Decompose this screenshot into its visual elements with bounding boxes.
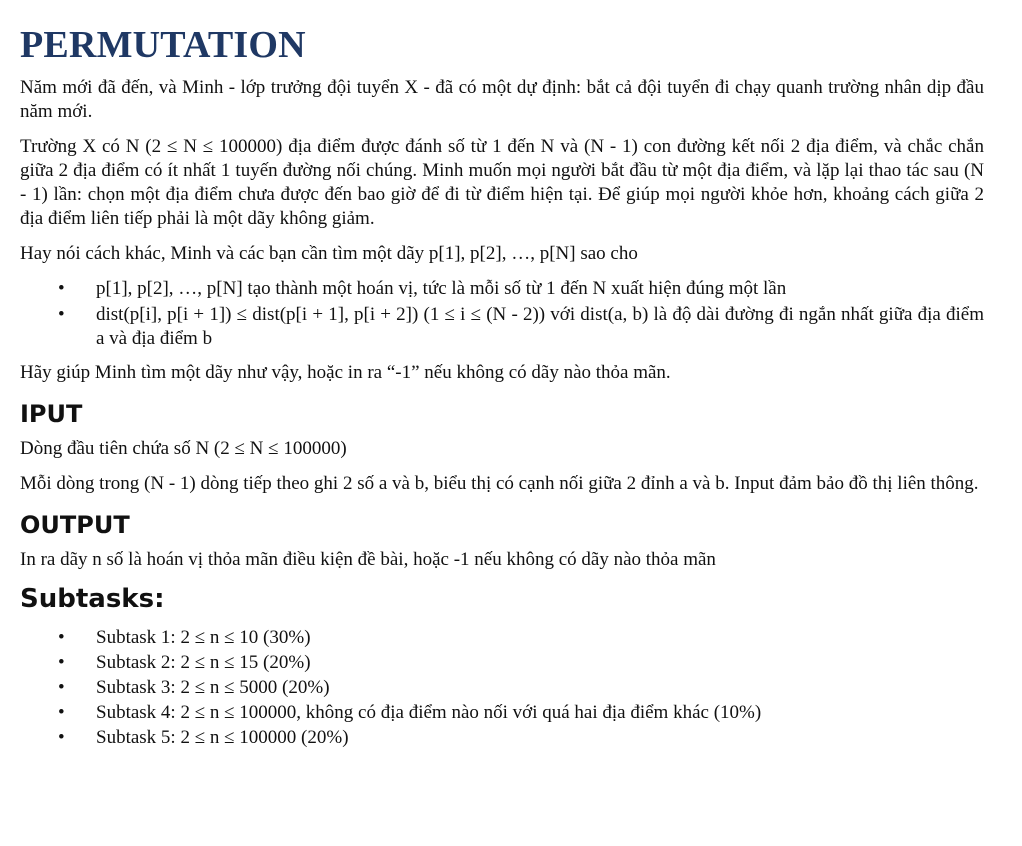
subtask-item [20,676,984,700]
problem-title: PERMUTATION [20,24,306,66]
intro-paragraph-3: Hay nói cách khác, Minh và các bạn cần tìm một dãy p[1], p[2], …, p[N] sao cho [20,243,638,264]
subtask-text: Subtask 1: 2 ≤ n ≤ 10 (30%) [96,627,311,648]
bullet-icon: • [58,727,65,748]
output-heading: OUTPUT [20,511,130,539]
subtask-item [20,701,984,725]
subtask-text: Subtask 4: 2 ≤ n ≤ 100000, không có địa điểm nào nối với quá hai địa điểm khác (10%) [96,702,762,723]
bullet-icon: • [58,278,65,299]
subtask-text: Subtask 2: 2 ≤ n ≤ 15 (20%) [96,652,311,673]
intro-paragraph-4: Hãy giúp Minh tìm một dãy như vậy, hoặc in ra “-1” nếu không có dãy nào thỏa mãn. [20,362,671,383]
condition-text: p[1], p[2], …, p[N] tạo thành một hoán vị, tức là mỗi số từ 1 đến N xuất hiện đúng một lần [96,278,787,299]
condition-item [20,277,984,301]
input-heading: IPUT [20,400,83,428]
subtask-text: Subtask 5: 2 ≤ n ≤ 100000 (20%) [96,727,349,748]
problem-statement [20,22,984,760]
subtask-text: Subtask 3: 2 ≤ n ≤ 5000 (20%) [96,677,330,698]
intro-paragraph-2: Trường X có N (2 ≤ N ≤ 100000) địa điểm được đánh số từ 1 đến N và (N - 1) con đường kết nối 2 địa điểm, và chắc chắn giữa 2 địa điểm có ít nhất 1 tuyến đường nối chúng. Minh muốn mọi người bắt đầu từ một địa điểm, và lặp lại thao tác sau (N - 1) lần: chọn một địa điểm chưa được đến bao giờ để đi từ điểm hiện tại. Để giúp mọi người khỏe hơn, khoảng cách giữa 2 địa điểm liên tiếp phải là một dãy không giảm. [20,136,984,229]
bullet-icon: • [58,304,65,325]
condition-text: dist(p[i], p[i + 1]) ≤ dist(p[i + 1], p[i + 2]) (1 ≤ i ≤ (N - 2)) với dist(a, b) là độ dài đường đi ngắn nhất giữa địa điểm a và địa điểm b [96,304,984,349]
bullet-icon: • [58,652,65,673]
subtasks-list [20,626,984,750]
subtask-item [20,726,984,750]
bullet-icon: • [58,677,65,698]
subtask-item [20,626,984,650]
output-paragraph: In ra dãy n số là hoán vị thỏa mãn điều kiện đề bài, hoặc -1 nếu không có dãy nào thỏa mãn [20,549,716,570]
subtask-item [20,651,984,675]
condition-item [20,303,984,351]
bullet-icon: • [58,702,65,723]
bullet-icon: • [58,627,65,648]
input-paragraph-1: Dòng đầu tiên chứa số N (2 ≤ N ≤ 100000) [20,438,347,459]
input-paragraph-2: Mỗi dòng trong (N - 1) dòng tiếp theo ghi 2 số a và b, biểu thị có cạnh nối giữa 2 đỉnh a và b. Input đảm bảo đồ thị liên thông. [20,473,979,494]
subtasks-heading: Subtasks: [20,584,165,614]
intro-paragraph-1: Năm mới đã đến, và Minh - lớp trưởng đội tuyển X - đã có một dự định: bắt cả đội tuyển đi chạy quanh trường nhân dịp đầu năm mới. [20,77,984,122]
conditions-list [20,277,984,351]
